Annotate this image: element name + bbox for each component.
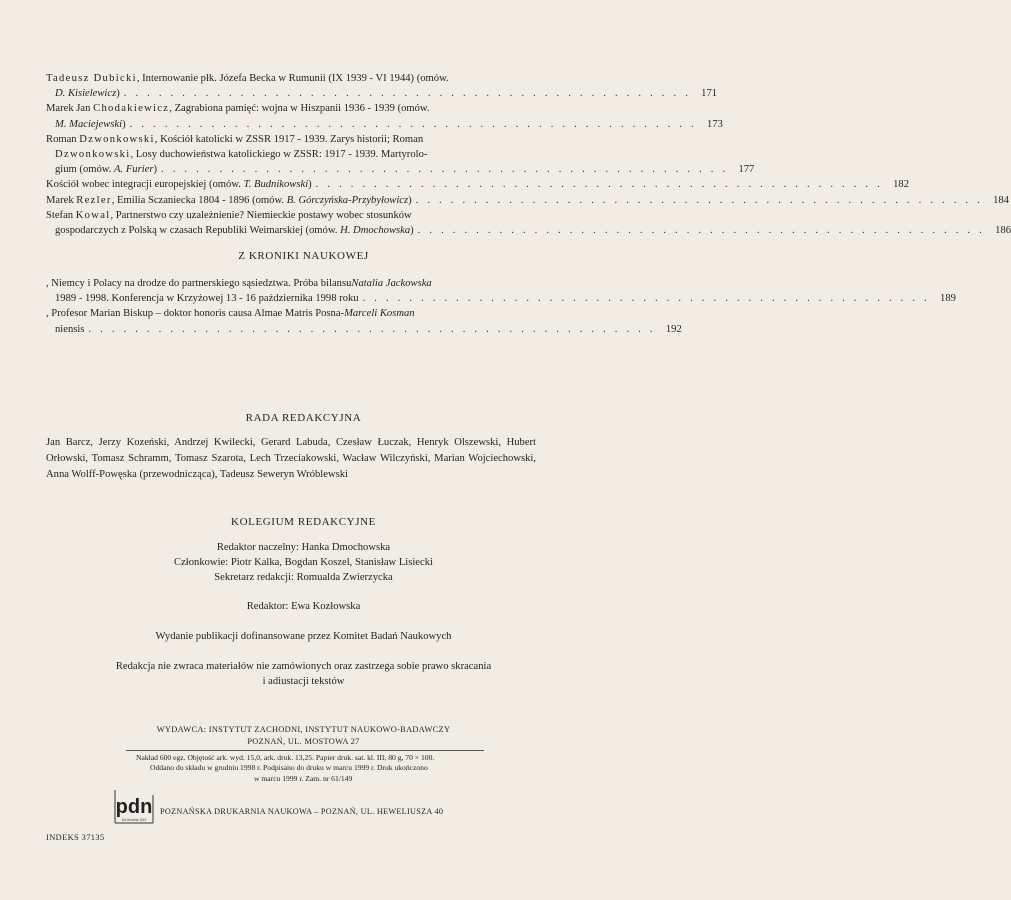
divider bbox=[126, 750, 484, 751]
author-surname: Dzwonkowski bbox=[79, 133, 155, 145]
author-first-name: Marek bbox=[46, 194, 77, 206]
toc-line-text bbox=[55, 291, 359, 306]
kolegium-members bbox=[0, 540, 607, 585]
author-surname: Chodakiewicz bbox=[93, 103, 170, 115]
author-surname: Tadeusz Dubicki bbox=[46, 73, 137, 84]
toc-line bbox=[46, 193, 1009, 208]
print-line: Oddano do składu w grudniu 1998 r. Podpisano do druku w marcu 1999 r. Druk ukończono bbox=[150, 763, 428, 773]
entry-title: , Losy duchowieństwa katolickiego w ZSSR: 1917 - 1939. Martyrolo- bbox=[130, 149, 428, 161]
toc-line-text bbox=[55, 147, 427, 162]
table-of-contents bbox=[46, 71, 1011, 238]
toc-line bbox=[46, 322, 682, 337]
author-first-name: Marek Jan bbox=[46, 103, 94, 115]
print-line: Nakład 600 egz. Objętość ark. wyd. 15,0, ark. druk. 13,25. Papier druk. sat. kl. III, 80 g, 70 × 100. bbox=[136, 753, 435, 762]
toc-line-text bbox=[55, 117, 126, 132]
entry-title: , Profesor Marian Biskup – doktor honoris causa Almae Matris Posna- bbox=[46, 308, 345, 320]
printer-logo bbox=[114, 789, 154, 825]
dot-leader: . . . . . . . . . . . . . . . . . . . . . . . . . . . . . . . . . . . . . . . . . . . . . . . . . bbox=[129, 118, 697, 130]
publisher-info bbox=[0, 724, 607, 748]
dot-leader: . . . . . . . . . . . . . . . . . . . . . . . . . . . . . . . . . . . . . . . . . . . . . . . . . bbox=[88, 323, 656, 335]
entry-title: niensis bbox=[55, 323, 85, 335]
page-number: 184 bbox=[993, 194, 1009, 206]
entry-title: , Partnerstwo czy uzależnienie? Niemieckie postawy wobec stosunków bbox=[110, 209, 412, 221]
print-details bbox=[136, 753, 476, 784]
notice-line: i adiustacji tekstów bbox=[262, 676, 345, 687]
kolegium-line: Sekretarz redakcji: Romualda Zwierzycka bbox=[214, 572, 393, 583]
entry-title: , Zagrabiona pamięć: wojna w Hiszpanii 1936 - 1939 (omów. bbox=[169, 103, 430, 115]
entry-title: , Niemcy i Polacy na drodze do partnerskiego sąsiedztwa. Próba bilansu bbox=[46, 278, 352, 289]
toc-line bbox=[46, 177, 909, 192]
dot-leader: . . . . . . . . . . . . . . . . . . . . . . . . . . . . . . . . . . . . . . . . . . . . . . . . . bbox=[161, 164, 729, 176]
toc-entry bbox=[46, 132, 755, 178]
toc-line-text bbox=[55, 322, 84, 337]
author-first-name: Stefan bbox=[46, 209, 76, 221]
editorial-notice bbox=[0, 659, 607, 689]
entry-title: , Internowanie płk. Józefa Becka w Rumunii (IX 1939 - VI 1944) (omów. bbox=[136, 73, 449, 84]
kronika-list bbox=[46, 276, 956, 337]
page-number: 171 bbox=[701, 88, 718, 100]
toc-line-text bbox=[46, 208, 412, 223]
notice-line: Redakcja nie zwraca materiałów nie zamówionych oraz zastrzega sobie prawo skracania bbox=[115, 661, 492, 672]
author-first-name: Roman bbox=[46, 133, 80, 145]
toc-line-text bbox=[55, 223, 414, 238]
toc-line-text bbox=[55, 162, 157, 177]
reviewer-name: H. Dmochowska bbox=[340, 225, 411, 237]
toc-line-text bbox=[55, 86, 120, 101]
toc-entry bbox=[46, 101, 723, 131]
closing-paren: ) bbox=[408, 194, 412, 206]
toc-entry bbox=[46, 208, 1011, 238]
reviewer-name: M. Maciejewski bbox=[55, 118, 123, 130]
dot-leader: . . . . . . . . . . . . . . . . . . . . . . . . . . . . . . . . . . . . . . . . . . . . . . . . . bbox=[362, 293, 930, 305]
page-number: 173 bbox=[707, 118, 723, 130]
toc-line-text bbox=[46, 132, 423, 147]
redaktor-line: Redaktor: Ewa Kozłowska bbox=[246, 601, 361, 612]
reviewer-name: Natalia Jackowska bbox=[351, 278, 432, 289]
toc-line-text bbox=[46, 71, 449, 86]
toc-entry bbox=[46, 193, 1009, 208]
toc-line-text bbox=[46, 306, 415, 321]
page-number: 182 bbox=[893, 179, 909, 191]
closing-paren: ) bbox=[308, 179, 312, 191]
pdn-logo-icon bbox=[114, 789, 154, 825]
author-surname: Dzwonkowski bbox=[55, 149, 131, 161]
dot-leader: . . . . . . . . . . . . . . . . . . . . . . . . . . . . . . . . . . . . . . . . . . . . . . . . . bbox=[415, 194, 983, 206]
toc-line-text bbox=[46, 276, 432, 291]
reviewer-name: B. Górczyńska-Przybyłowicz bbox=[286, 194, 409, 206]
print-line: w marcu 1999 r. Zam. nr 61/149 bbox=[254, 773, 353, 783]
toc-line bbox=[46, 71, 527, 86]
toc-line bbox=[46, 276, 527, 291]
toc-line bbox=[46, 291, 956, 306]
toc-line bbox=[46, 117, 723, 132]
index-number: INDEKS 37135 bbox=[46, 833, 105, 842]
toc-line bbox=[46, 162, 755, 177]
toc-entry bbox=[46, 177, 909, 192]
rada-members: Jan Barcz, Jerzy Kozeński, Andrzej Kwilecki, Gerard Labuda, Czesław Łuczak, Henryk Olszewski, Hubert Orłowski, Tomasz Schramm, Tomasz Szarota, Lech Trzeciakowski, Wacław Wilczyński, Marian Wojciechowski, Anna Wolff-Powęska (przewodnicząca), Tadeusz Seweryn Wróblewski bbox=[46, 437, 536, 480]
toc-line bbox=[46, 208, 527, 223]
toc-line-text bbox=[46, 101, 430, 116]
dot-leader: . . . . . . . . . . . . . . . . . . . . . . . . . . . . . . . . . . . . . . . . . . . . . . . . . bbox=[315, 179, 883, 191]
toc-line bbox=[46, 147, 527, 162]
author-surname: Rezler bbox=[76, 194, 112, 206]
closing-paren: ) bbox=[122, 118, 126, 130]
kolegium-line: Redaktor naczelny: Hanka Dmochowska bbox=[216, 542, 391, 553]
publisher-line: WYDAWCA: INSTYTUT ZACHODNI, INSTYTUT NAUKOWO-BADAWCZY bbox=[156, 725, 451, 734]
toc-line bbox=[46, 223, 1011, 238]
page-number: 189 bbox=[940, 293, 956, 305]
toc-line-text bbox=[46, 177, 312, 192]
logo-letters: pdn bbox=[115, 796, 153, 818]
dot-leader: . . . . . . . . . . . . . . . . . . . . . . . . . . . . . . . . . . . . . . . . . . . . . . . . . bbox=[417, 225, 985, 237]
reviewer-name: T. Budnikowski bbox=[243, 179, 309, 191]
logo-small-text: Od Grudnia 1919 bbox=[121, 818, 147, 822]
kolegium-line: Członkowie: Piotr Kalka, Bogdan Koszel, Stanisław Lisiecki bbox=[174, 557, 433, 568]
publisher-address: POZNAŃ, UL. MOSTOWA 27 bbox=[247, 737, 360, 746]
entry-title: , Kościół katolicki w ZSSR 1917 - 1939. Zarys historii; Roman bbox=[154, 133, 424, 145]
closing-paren: ) bbox=[116, 88, 120, 100]
entry-title: gium (omów. bbox=[55, 164, 115, 176]
page-number: 186 bbox=[995, 225, 1011, 237]
kolegium-heading: KOLEGIUM REDAKCYJNE bbox=[231, 516, 376, 528]
entry-title: gospodarczych z Polską w czasach Republiki Weimarskiej (omów. bbox=[55, 225, 341, 237]
funding-note: Wydanie publikacji dofinansowane przez Komitet Badań Naukowych bbox=[155, 631, 452, 642]
toc-line-text bbox=[46, 193, 412, 208]
toc-entry bbox=[46, 306, 682, 336]
toc-line bbox=[46, 101, 527, 116]
author-surname: Kowal bbox=[75, 209, 111, 221]
toc-line bbox=[46, 306, 527, 321]
dot-leader: . . . . . . . . . . . . . . . . . . . . . . . . . . . . . . . . . . . . . . . . . . . . . . . . . bbox=[123, 88, 692, 100]
entry-title: , Emilia Sczaniecka 1804 - 1896 (omów. bbox=[111, 194, 287, 206]
toc-line bbox=[46, 86, 718, 101]
reviewer-name: D. Kisielewicz bbox=[55, 88, 117, 100]
closing-paren: ) bbox=[410, 225, 414, 237]
toc-entry bbox=[46, 276, 956, 306]
reviewer-name: A. Furier bbox=[114, 164, 154, 176]
reviewer-name: Marceli Kosman bbox=[344, 308, 415, 320]
kronika-heading: Z KRONIKI NAUKOWEJ bbox=[238, 250, 369, 262]
closing-paren: ) bbox=[153, 164, 158, 176]
printer-name: POZNAŃSKA DRUKARNIA NAUKOWA – POZNAŃ, UL. HEWELIUSZA 40 bbox=[160, 807, 444, 816]
toc-entry bbox=[46, 71, 718, 101]
rada-heading: RADA REDAKCYJNA bbox=[245, 412, 362, 424]
entry-title: 1989 - 1998. Konferencja w Krzyżowej 13 - 16 października 1998 roku bbox=[55, 293, 359, 305]
page-number: 192 bbox=[665, 323, 682, 335]
entry-title: Kościół wobec integracji europejskiej (omów. bbox=[46, 179, 244, 191]
page-number: 177 bbox=[738, 164, 755, 176]
toc-line bbox=[46, 132, 527, 147]
